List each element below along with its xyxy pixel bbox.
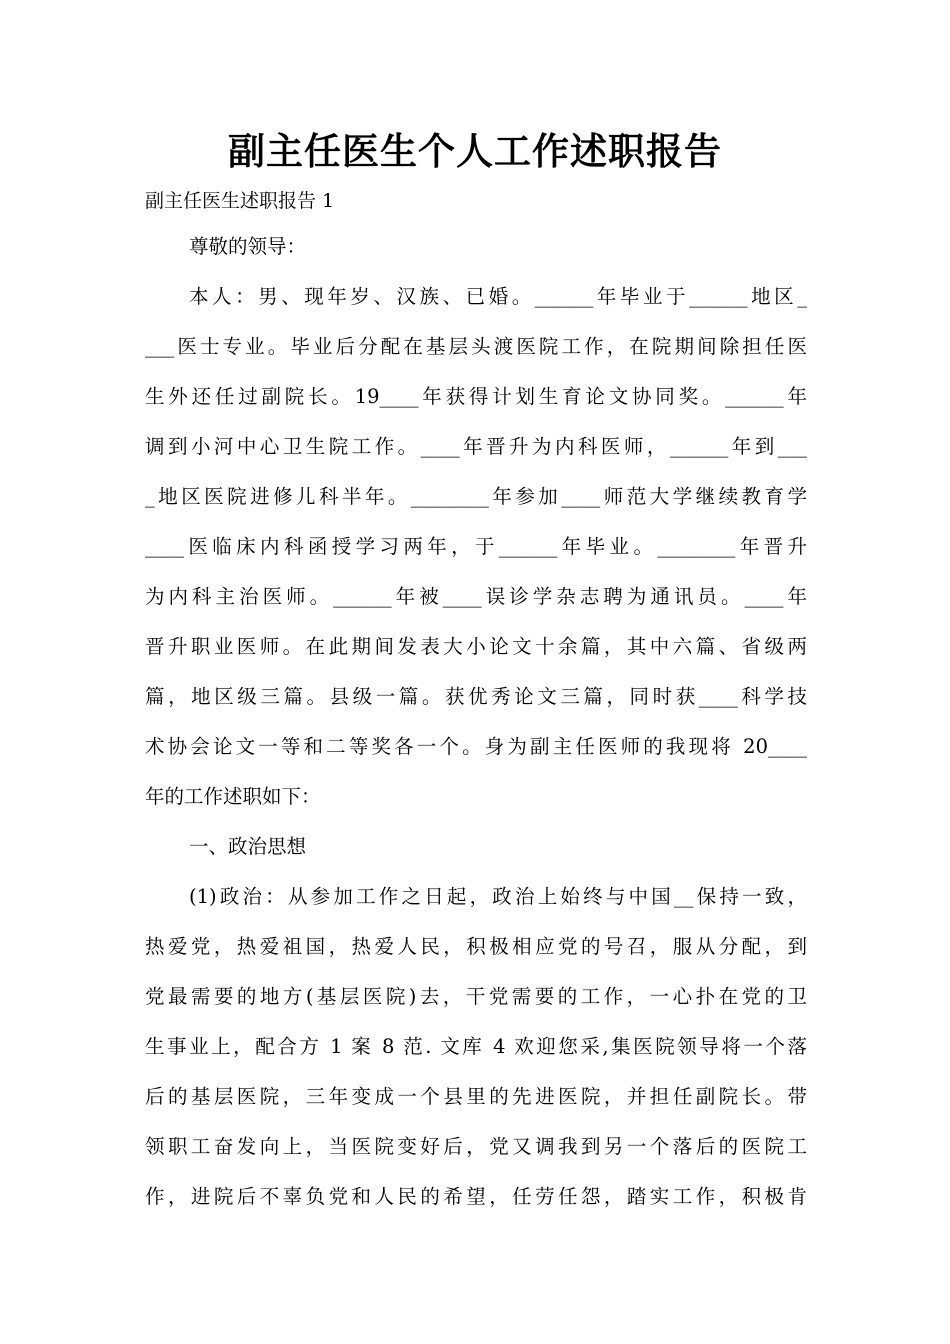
body-line: ___医士专业。毕业后分配在基层头渡医院工作，在院期间除担任医 bbox=[145, 335, 807, 358]
body-line: 本人：男、现年岁、汉族、已婚。______年毕业于______地区_ bbox=[189, 285, 807, 308]
body-line: 为内科主治医师。______年被____误诊学杂志聘为通讯员。____年 bbox=[145, 585, 807, 608]
document-title: 副主任医生个人工作述职报告 bbox=[228, 130, 722, 173]
body-line: 一、政治思想 bbox=[189, 835, 307, 858]
body-line: 领职工奋发向上，当医院变好后，党又调我到另一个落后的医院工 bbox=[145, 1135, 807, 1158]
body-line: 调到小河中心卫生院工作。____年晋升为内科医师，______年到___ bbox=[145, 435, 807, 458]
body-line: 热爱党，热爱祖国，热爱人民，积极相应党的号召，服从分配，到 bbox=[145, 935, 807, 958]
document-subtitle: 副主任医生述职报告 1 bbox=[145, 190, 335, 212]
body-line: 后的基层医院，三年变成一个县里的先进医院，并担任副院长。带 bbox=[145, 1085, 807, 1108]
body-line: 生外还任过副院长。19____年获得计划生育论文协同奖。______年 bbox=[145, 385, 807, 408]
body-line: 生事业上，配合方 1 案 8 范. 文库 4 欢迎您采,集医院领导将一个落 bbox=[145, 1035, 807, 1058]
body-line: 术协会论文一等和二等奖各一个。身为副主任医师的我现将 20____ bbox=[145, 735, 807, 758]
body-line: 尊敬的领导： bbox=[189, 235, 307, 258]
body-line: 党最需要的地方(基层医院)去，干党需要的工作，一心扑在党的卫 bbox=[145, 985, 807, 1008]
body-line: (1)政治：从参加工作之日起，政治上始终与中国__保持一致， bbox=[189, 885, 807, 908]
body-line: ____医临床内科函授学习两年，于______年毕业。________年晋升 bbox=[145, 535, 807, 558]
body-line: 晋升职业医师。在此期间发表大小论文十余篇，其中六篇、省级两 bbox=[145, 635, 807, 658]
body-line: 篇，地区级三篇。县级一篇。获优秀论文三篇，同时获____科学技 bbox=[145, 685, 807, 708]
body-line: 作，进院后不辜负党和人民的希望，任劳任怨，踏实工作，积极肯 bbox=[145, 1185, 807, 1208]
body-line: _地区医院进修儿科半年。________年参加____师范大学继续教育学 bbox=[145, 485, 807, 508]
body-line: 年的工作述职如下： bbox=[145, 785, 321, 808]
document-body bbox=[145, 222, 807, 1222]
